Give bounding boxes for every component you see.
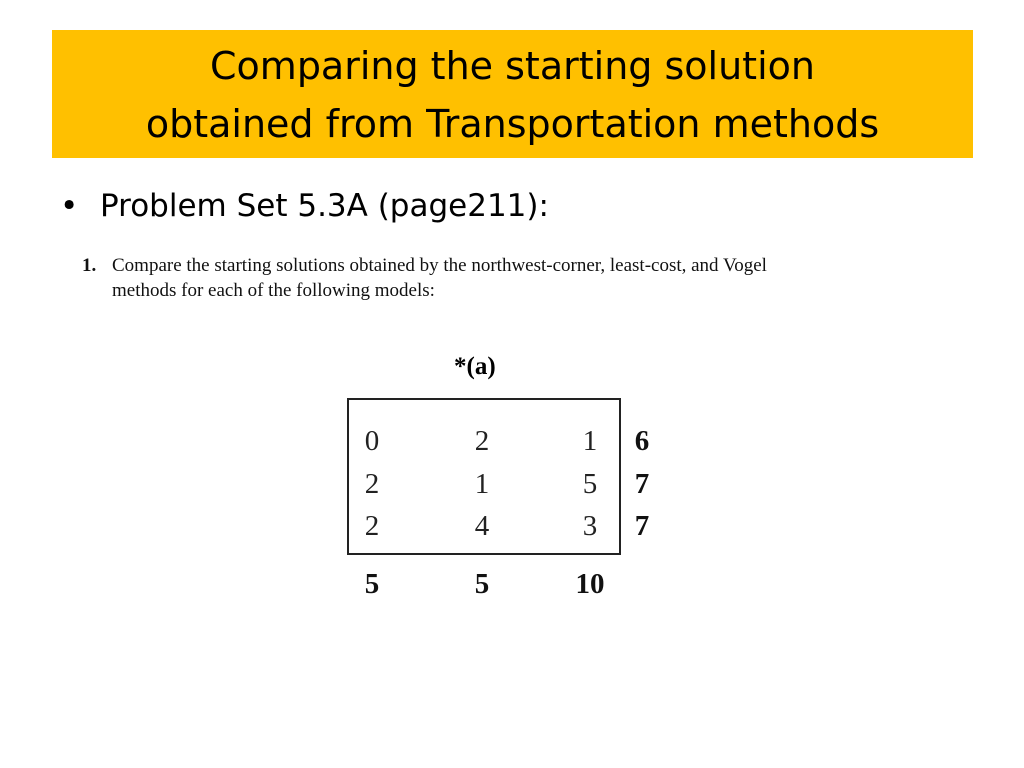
bullet-item <box>60 186 549 226</box>
bullet-dot-icon: • <box>60 188 79 224</box>
problem-statement <box>82 253 942 303</box>
subproblem-label: *(a) <box>454 353 496 380</box>
cost-cell-r1-c1: 0 <box>364 425 380 457</box>
cost-cell-r2-c1: 2 <box>364 468 380 500</box>
title-line-2: obtained from Transportation methods <box>145 102 880 146</box>
problem-text-line-1: Compare the starting solutions obtained by the northwest-corner, least-cost, and Vogel <box>112 255 767 276</box>
problem-text-line-2: methods for each of the following models: <box>112 280 435 301</box>
supply-value-3: 7 <box>634 510 650 542</box>
bullet-text: Problem Set 5.3A (page211): <box>100 188 549 224</box>
cost-cell-r1-c3: 1 <box>582 425 598 457</box>
demand-value-3: 10 <box>575 568 605 600</box>
problem-number: 1. <box>82 255 97 276</box>
demand-value-1: 5 <box>364 568 380 600</box>
cost-cell-r3-c3: 3 <box>582 510 598 542</box>
cost-cell-r2-c2: 1 <box>474 468 490 500</box>
demand-value-2: 5 <box>474 568 490 600</box>
cost-cell-r1-c2: 2 <box>474 425 490 457</box>
cost-cell-r3-c2: 4 <box>474 510 490 542</box>
title-line-1: Comparing the starting solution <box>210 44 815 88</box>
slide-title <box>52 30 973 158</box>
supply-value-1: 6 <box>634 425 650 457</box>
supply-value-2: 7 <box>634 468 650 500</box>
cost-cell-r3-c1: 2 <box>364 510 380 542</box>
cost-cell-r2-c3: 5 <box>582 468 598 500</box>
